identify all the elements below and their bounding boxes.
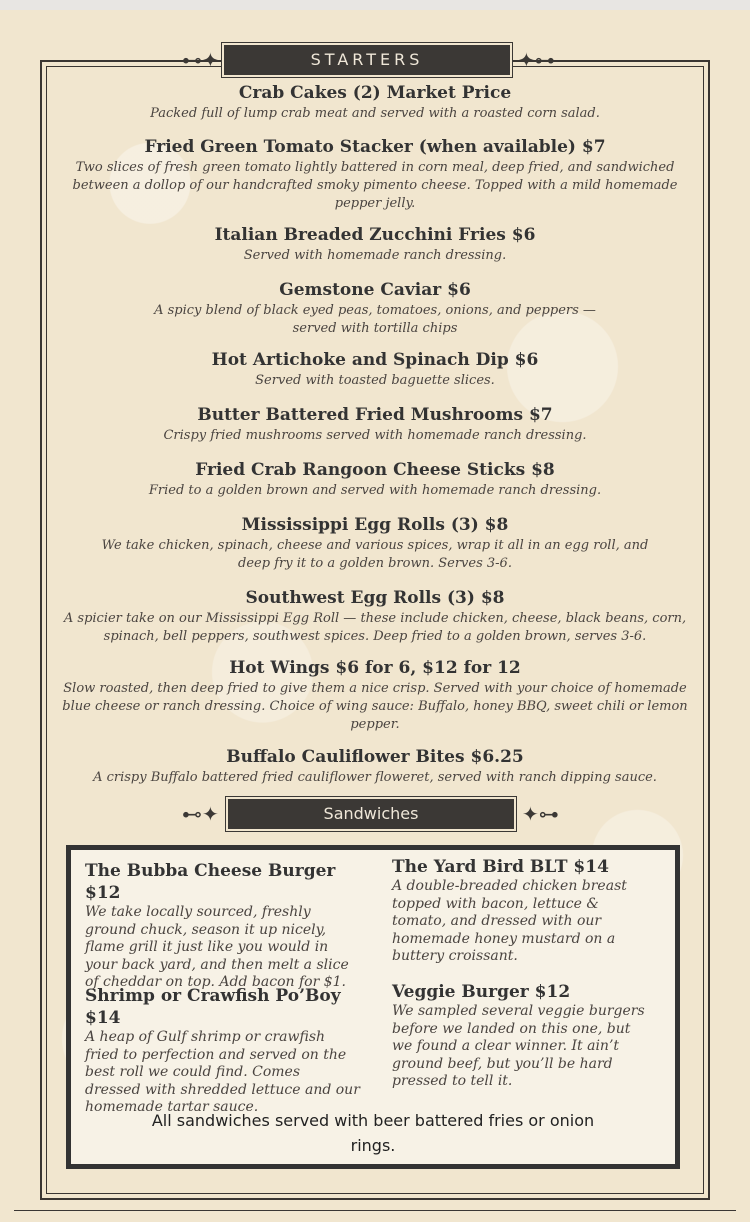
item-description: Crispy fried mushrooms served with homemade ranch dressing. [163, 428, 587, 443]
starter-item [50, 224, 700, 265]
ornament-right-icon: ✦⊶ [522, 802, 559, 826]
item-description: Fried to a golden brown and served with homemade ranch dressing. [148, 483, 602, 498]
sandwiches-note-text: All sandwiches served with beer battered fries or onion rings. [151, 1111, 595, 1155]
starter-item [50, 587, 700, 646]
item-name: Fried Green Tomato Stacker (when available) $7 [144, 137, 606, 157]
item-name: Gemstone Caviar $6 [279, 280, 471, 300]
item-name: Hot Artichoke and Spinach Dip $6 [211, 350, 539, 370]
section-heading-starters: STARTERS [224, 45, 510, 75]
starter-item [145, 279, 605, 338]
sandwich-item [85, 985, 360, 1117]
ornament-left-icon: ⊷✦ [182, 48, 219, 72]
ornament-right-icon: ✦⊶ [518, 48, 555, 72]
sandwich-item [85, 860, 360, 992]
starter-item [50, 746, 700, 787]
sandwiches-note [71, 1108, 675, 1158]
item-name: Crab Cakes (2) Market Price [238, 83, 512, 103]
item-description: A spicier take on our Mississippi Egg Roll — these include chicken, cheese, black beans, corn, spinach, bell peppers, southwest spices. Deep fried to a golden brown, serves 3-6. [63, 611, 687, 644]
section-heading-sandwiches: Sandwiches [228, 799, 514, 829]
starter-item [60, 136, 690, 213]
item-description: A heap of Gulf shrimp or crawfish fried to perfection and served on the best roll we could find. Comes dressed with shredded lettuce and our homemade tartar sauce. [85, 1029, 360, 1115]
sandwich-item [392, 856, 654, 966]
item-description: Slow roasted, then deep fried to give them a nice crisp. Served with your choice of homemade blue cheese or ranch dressing. Choice of wing sauce: Buffalo, honey BBQ, sweet chili or lemon pepper. [62, 681, 688, 732]
item-name: Mississippi Egg Rolls (3) $8 [241, 515, 509, 535]
item-description: We sampled several veggie burgers before we landed on this one, but we found a clear winner. It ain’t ground beef, but you’ll be hard pressed to tell it. [392, 1003, 645, 1089]
item-name: Shrimp or Crawfish Po’Boy $14 [85, 986, 341, 1028]
item-name: Hot Wings $6 for 6, $12 for 12 [229, 658, 521, 678]
item-name: Southwest Egg Rolls (3) $8 [245, 588, 505, 608]
starter-item [50, 82, 700, 123]
item-name: Butter Battered Fried Mushrooms $7 [197, 405, 553, 425]
item-name: The Yard Bird BLT $14 [392, 857, 609, 877]
item-name: Italian Breaded Zucchini Fries $6 [214, 225, 536, 245]
starter-item [50, 657, 700, 734]
sandwich-item [392, 981, 654, 1091]
starter-item [50, 459, 700, 500]
item-description: Packed full of lump crab meat and served with a roasted corn salad. [150, 106, 600, 121]
starter-item [50, 404, 700, 445]
item-description: Served with homemade ranch dressing. [243, 248, 507, 263]
item-description: A double-breaded chicken breast topped with bacon, lettuce & tomato, and dressed with our homemade honey mustard on a buttery croissant. [392, 878, 627, 964]
item-description: A spicy blend of black eyed peas, tomatoes, onions, and peppers — served with tortilla chips [154, 303, 596, 336]
item-name: Fried Crab Rangoon Cheese Sticks $8 [195, 460, 555, 480]
ornament-left-icon: ⊷✦ [182, 802, 219, 826]
item-description: Served with toasted baguette slices. [255, 373, 495, 388]
item-name: The Bubba Cheese Burger $12 [85, 861, 336, 903]
item-description: A crispy Buffalo battered fried cauliflower floweret, served with ranch dipping sauce. [93, 770, 657, 785]
starter-item [50, 349, 700, 390]
menu-frame-bottom-rule [14, 1210, 736, 1211]
item-name: Buffalo Cauliflower Bites $6.25 [226, 747, 524, 767]
sandwiches-box [66, 845, 680, 1169]
item-description: Two slices of fresh green tomato lightly battered in corn meal, deep fried, and sandwiched between a dollop of our handcrafted smoky pimento cheese. Topped with a mild homemade pepper jelly. [72, 160, 678, 211]
starter-item [90, 514, 660, 573]
item-description: We take chicken, spinach, cheese and various spices, wrap it all in an egg roll, and deep fry it to a golden brown. Serves 3-6. [101, 538, 649, 571]
item-description: We take locally sourced, freshly ground chuck, season it up nicely, flame grill it just like you would in your back yard, and then melt a slice of cheddar on top. Add bacon for $1. [85, 904, 349, 990]
item-name: Veggie Burger $12 [392, 982, 571, 1002]
top-strip [0, 0, 750, 10]
